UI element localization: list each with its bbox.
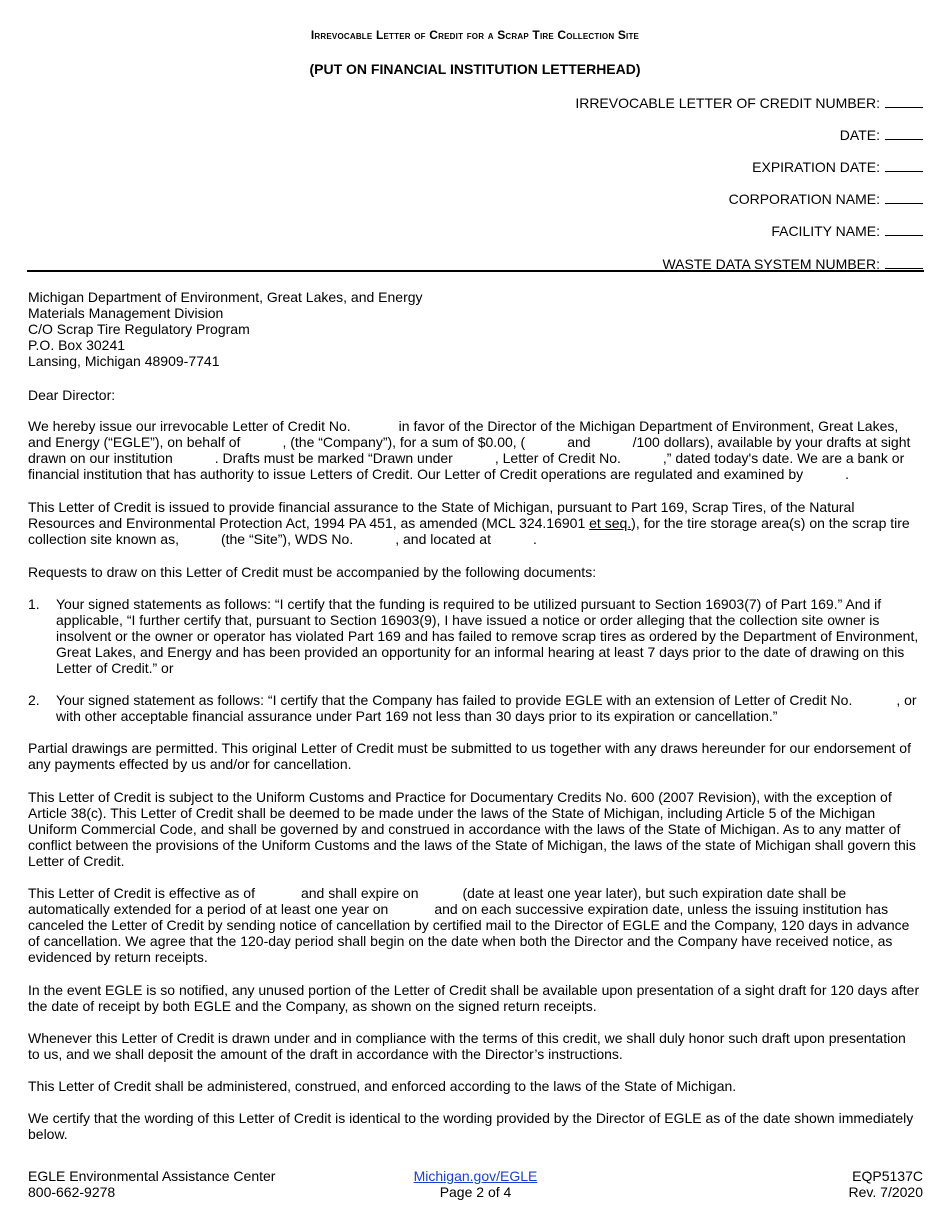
list-number: 1.	[28, 596, 40, 612]
paragraph-certification: We certify that the wording of this Letter of Credit is identical to the wording provided by the Director of EGLE as of the date shown immediately below.	[28, 1110, 914, 1142]
list-text: Your signed statements as follows: “I certify that the funding is required to be utilized pursuant to Section 16903(7) of Part 169.” And if applicable, “I further certify that, pursuant to Section 16903(9), I have issued a notice or order alleging that the collection site owner is insolvent or the owner or operator has violated Part 169 and has failed to remove scrap tires as ordered by the Department of Environment, Great Lakes, and Energy and has been provided an opportunity for an informal hearing at least 7 days prior to the date of drawing on this Letter of Credit.” or	[56, 596, 919, 676]
revision-date: Rev. 7/2020	[848, 1184, 923, 1200]
address-line: C/O Scrap Tire Regulatory Program	[28, 321, 250, 337]
field-blank[interactable]	[885, 157, 923, 172]
text: .	[845, 466, 849, 482]
corporation-name-field[interactable]	[729, 189, 923, 207]
text: This Letter of Credit is effective as of	[28, 885, 255, 901]
address-line: Lansing, Michigan 48909-7741	[28, 353, 220, 369]
text: . Drafts must be marked “Drawn under	[214, 450, 453, 466]
text: and on each successive expiration date, unless the issuing institution has canceled the Letter of Credit by sending notice of cancellation by certified mail to the Director of EGLE and the Company, 120 days in advance of cancellation. We agree that the 120-day period shall begin on the date when both the Director and the Company have received notice, as evidenced by return receipts.	[28, 901, 910, 965]
paragraph-requests: Requests to draw on this Letter of Credit must be accompanied by the following documents:	[28, 564, 597, 580]
paragraph-honor-draft: Whenever this Letter of Credit is drawn under and in compliance with the terms of this credit, we shall duly honor such draft upon presentation to us, and we shall deposit the amount of the draft in accordance with the Director’s instructions.	[28, 1030, 906, 1062]
field-label: FACILITY NAME:	[771, 223, 880, 239]
text: , (the “Company”), for a sum of $0.00, (	[282, 434, 526, 450]
text: and shall expire on	[300, 885, 419, 901]
address-line: Michigan Department of Environment, Great Lakes, and Energy	[28, 289, 423, 305]
form-number: EQP5137C	[852, 1168, 923, 1184]
text: et seq.	[589, 515, 632, 531]
credit-number-field[interactable]	[575, 93, 923, 111]
paragraph-effective	[28, 885, 921, 965]
paragraph-unused-portion: In the event EGLE is so notified, any unused portion of the Letter of Credit shall be available upon presentation of a sight draft for 120 days after the date of receipt by both EGLE and the Company, as shown on the signed return receipts.	[28, 982, 920, 1014]
text: in favor of the Director of the Michigan Department of Environment, Great Lakes, and Energy (“EGLE”), on behalf of	[28, 418, 899, 450]
facility-name-field[interactable]	[771, 221, 923, 239]
field-label: IRREVOCABLE LETTER OF CREDIT NUMBER:	[575, 95, 880, 111]
text: (date at least one year later), but such expiration date shall be automatically extended for a period of at least one year on	[28, 885, 847, 917]
text: This Letter of Credit is issued to provide financial assurance to the State of Michigan, pursuant to Part 169, Scrap Tires, of the Natural Resources and Environmental Protection Act, 1994 PA 451, as amended (MCL 324.16901	[28, 499, 855, 531]
list-item	[28, 692, 921, 724]
field-blank[interactable]	[885, 254, 923, 269]
text: .	[532, 531, 537, 547]
header-divider	[27, 270, 924, 272]
field-label: WASTE DATA SYSTEM NUMBER:	[662, 256, 880, 272]
letterhead-note: (PUT ON FINANCIAL INSTITUTION LETTERHEAD)	[309, 61, 641, 77]
list-item	[28, 596, 921, 676]
date-field[interactable]	[840, 125, 923, 143]
field-label: DATE:	[839, 127, 880, 143]
document-title: Irrevocable Letter of Credit for a Scrap Tire Collection Site	[310, 28, 640, 42]
text: We hereby issue our irrevocable Letter of Credit No.	[28, 418, 351, 434]
paragraph-purpose	[28, 499, 921, 547]
page-number: Page 2 of 4	[439, 1184, 512, 1200]
recipient-address	[28, 289, 918, 369]
field-blank[interactable]	[885, 93, 923, 108]
text: /100 dollars), available by your drafts at sight drawn on our institution	[28, 434, 911, 466]
footer-center-name: EGLE Environmental Assistance Center	[28, 1168, 276, 1184]
expiration-date-field[interactable]	[752, 157, 923, 175]
text: (the “Site”), WDS No.	[220, 531, 354, 547]
paragraph-governing-law: This Letter of Credit shall be administered, construed, and enforced according to the laws of the State of Michigan.	[28, 1078, 737, 1094]
text: and	[567, 434, 591, 450]
salutation: Dear Director:	[28, 387, 116, 403]
field-blank[interactable]	[885, 221, 923, 236]
text: , Letter of Credit No.	[494, 450, 621, 466]
text: ,” dated today's date. We are a bank or financial institution that has authority to issue Letters of Credit. Our Letter of Credit operations are regulated and examined by	[28, 450, 905, 482]
address-line: P.O. Box 30241	[28, 337, 126, 353]
address-line: Materials Management Division	[28, 305, 224, 321]
field-label: CORPORATION NAME:	[728, 191, 880, 207]
egle-website-link[interactable]: Michigan.gov/EGLE	[413, 1168, 538, 1184]
field-label: EXPIRATION DATE:	[752, 159, 880, 175]
footer-phone: 800-662-9278	[28, 1184, 116, 1200]
field-blank[interactable]	[885, 189, 923, 204]
paragraph-partial-drawings: Partial drawings are permitted. This original Letter of Credit must be submitted to us together with any draws hereunder for our endorsement of any payments effected by us and/or for cancellation.	[28, 740, 911, 772]
text: , and located at	[395, 531, 491, 547]
field-blank[interactable]	[885, 125, 923, 140]
list-text: , or with other acceptable financial assurance under Part 169 not less than 30 days prior to its expiration or cancellation.”	[56, 692, 917, 724]
text: ), for the tire storage area(s) on the scrap tire collection site known as,	[28, 515, 910, 547]
paragraph-ucp: This Letter of Credit is subject to the Uniform Customs and Practice for Documentary Credits No. 600 (2007 Revision), with the exception of Article 38(c). This Letter of Credit shall be deemed to be made under the laws of the State of Michigan, including Article 5 of the Michigan Uniform Commercial Code, and shall be governed by and construed in accordance with the laws of the State of Michigan. As to any matter of conflict between the provisions of the Uniform Customs and the laws of the State of Michigan, the laws of the state of Michigan shall govern this Letter of Credit.	[28, 789, 916, 869]
list-number: 2.	[28, 692, 40, 708]
list-text: Your signed statement as follows: “I certify that the Company has failed to provide EGLE with an extension of Letter of Credit No.	[56, 692, 853, 708]
paragraph-issue	[28, 418, 921, 482]
